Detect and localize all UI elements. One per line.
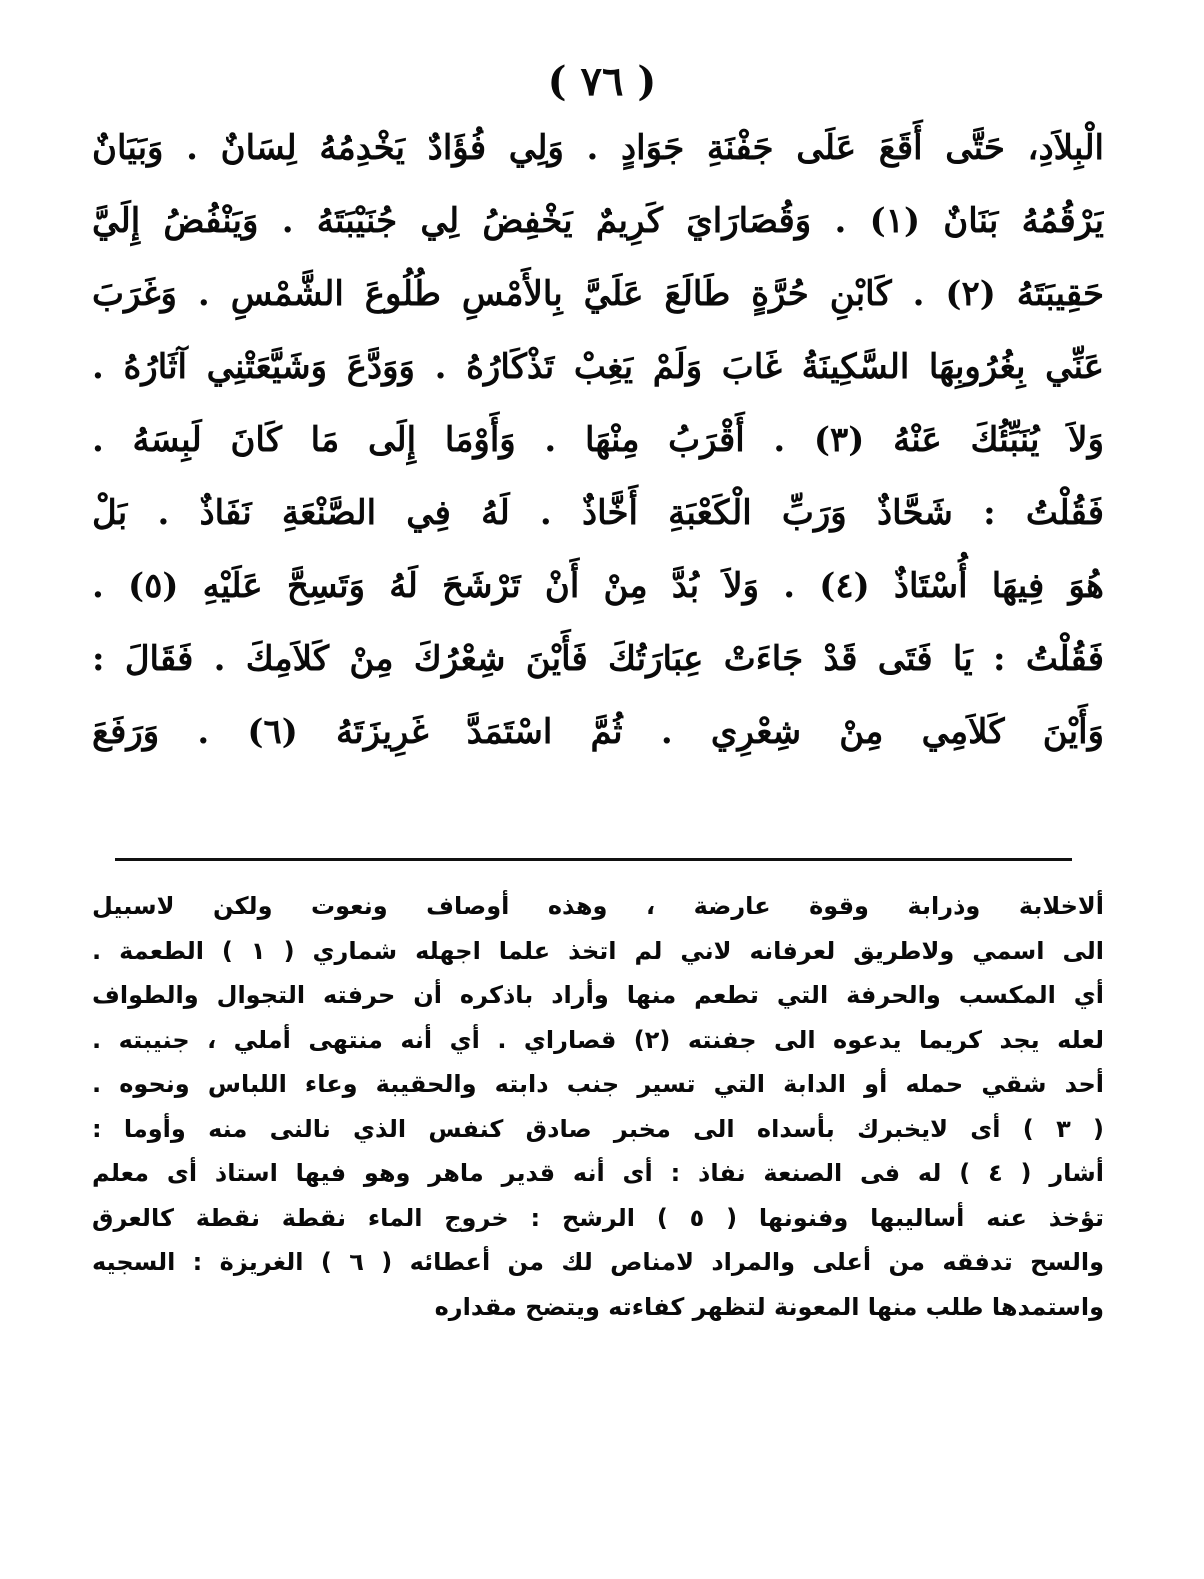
main-text-line: هُوَ فِيهَا أُسْتَاذٌ (٤) . وَلاَ بُدَّ مِنْ أَنْ تَرْشَحَ لَهُ وَتَسِحَّ عَلَيْهِ (٥) . (92, 566, 1104, 606)
footnote-line: أي المكسب والحرفة التي تطعم منها وأراد باذكره أن حرفته التجوال والطواف (92, 981, 1104, 1009)
main-text-line: عَنِّي بِغُرُوبِهَا السَّكِينَةُ غَابَ وَلَمْ يَغِبْ تَذْكَارُهُ . وَوَدَّعَ وَشَيَّعَتْنِي آثَارُهُ . (92, 347, 1104, 387)
main-text-line: الْبِلاَدِ، حَتَّى أَقَعَ عَلَى جَفْنَةِ جَوَادٍ . وَلِي فُؤَادٌ يَخْدِمُهُ لِسَانٌ . وَبَيَانٌ (92, 128, 1104, 168)
footnotes (92, 884, 1104, 1329)
main-text-line: يَرْقُمُهُ بَنَانٌ (١) . وَقُصَارَايَ كَرِيمٌ يَخْفِضُ لِي جُنَيْبَتَهُ . وَيَنْفُضُ إِلَيَّ (92, 201, 1104, 241)
main-text (92, 112, 1104, 769)
footnote-line: أحد شقي حمله أو الدابة التي تسير جنب دابته والحقيبة وعاء اللباس ونحوه . (92, 1070, 1104, 1098)
main-text-line: فَقُلْتُ : يَا فَتَى قَدْ جَاءَتْ عِبَارَتُكَ فَأَيْنَ شِعْرُكَ مِنْ كَلاَمِكَ . فَقَالَ : (92, 639, 1104, 679)
footnote-line: والسح تدفقه من أعلى والمراد لامناص لك من أعطائه ( ٦ ) الغريزة : السجيه (92, 1248, 1104, 1276)
footnote-line: واستمدها طلب منها المعونة لتظهر كفاءته ويتضح مقداره (434, 1292, 1104, 1321)
page-number: ( ٧٦ ) (547, 58, 657, 105)
main-text-line: وَلاَ يُنَبِّئُكَ عَنْهُ (٣) . أَقْرَبُ مِنْهَا . وَأَوْمَا إِلَى مَا كَانَ لَبِسَهُ . (92, 420, 1104, 460)
main-text-line: فَقُلْتُ : شَحَّاذٌ وَرَبِّ الْكَعْبَةِ أَخَّاذٌ . لَهُ فِي الصَّنْعَةِ نَفَاذٌ . بَلْ (92, 493, 1104, 533)
footnote-line: تؤخذ عنه أساليبها وفنونها ( ٥ ) الرشح : خروج الماء نقطة نقطة كالعرق (92, 1203, 1104, 1232)
footnote-line: أشار ( ٤ ) له فى الصنعة نفاذ : أى أنه قدير ماهر وهو فيها استاذ أى معلم (92, 1159, 1104, 1187)
main-text-line: وَأَيْنَ كَلاَمِي مِنْ شِعْرِي . ثُمَّ اسْتَمَدَّ غَرِيزَتَهُ (٦) . وَرَفَعَ (92, 712, 1104, 752)
footnote-line: الى اسمي ولاطريق لعرفانه لاني لم اتخذ علما اجهله شماري ( ١ ) الطعمة . (92, 936, 1104, 965)
footnote-line: لعله يجد كريما يدعوه الى جفنته (٢) قصاراي . أي أنه منتهى أملي ، جنيبته . (92, 1025, 1104, 1054)
main-text-line: حَقِيبَتَهُ (٢) . كَابْنِ حُرَّةٍ طَالَعَ عَلَيَّ بِالأَمْسِ طُلُوعَ الشَّمْسِ . وَغَرَبَ (92, 274, 1104, 314)
footnote-line: ألاخلابة وذرابة وقوة عارضة ، وهذه أوصاف ونعوت ولكن لاسبيل (92, 892, 1104, 920)
footnote-line: ( ٣ ) أى لايخبرك بأسداه الى مخبر صادق كنفس الذي نالنى منه وأوما : (92, 1114, 1104, 1143)
footnote-divider (115, 858, 1072, 861)
